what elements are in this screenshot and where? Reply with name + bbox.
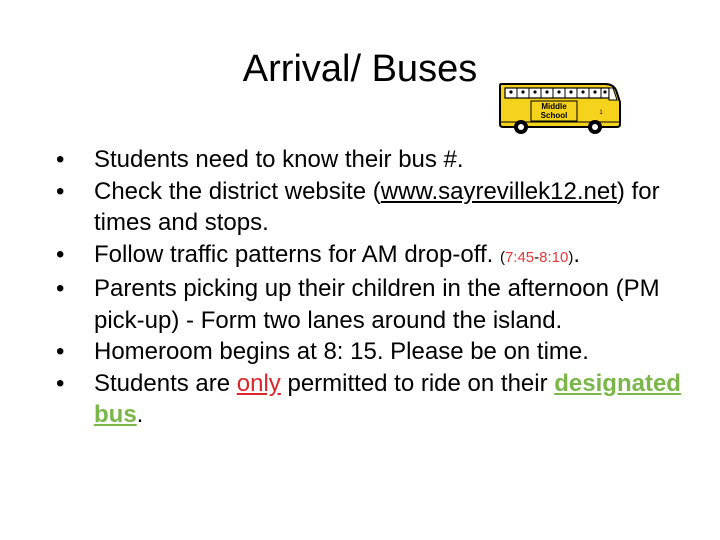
bullet-text: Students need to know their bus #.	[94, 146, 464, 173]
bullet-item-bus-number	[56, 144, 696, 176]
bullet-text-before: Follow traffic patterns for AM drop-off.	[94, 240, 500, 268]
bullet-marker: •	[56, 146, 65, 173]
emphasis-designated-bus: designated bus	[94, 369, 681, 428]
slide-title: Arrival/ Buses	[242, 48, 478, 90]
bullet-marker: •	[56, 177, 65, 205]
drop-off-end-time: 8:10	[539, 248, 569, 266]
bullet-period: .	[136, 401, 144, 428]
bullet-item-district-website	[56, 176, 696, 239]
time-paren-close: )	[568, 248, 574, 266]
time-paren-open: (	[499, 248, 505, 266]
bus-sign-line2: School	[540, 111, 568, 120]
bullet-marker: •	[56, 240, 65, 268]
bullet-text: Parents picking up their children in the afternoon (PM pick-up) - Form two lanes around the island.	[94, 275, 660, 334]
bullet-list	[56, 144, 696, 431]
bullet-marker: •	[56, 338, 65, 365]
bullet-item-pm-pickup	[56, 273, 696, 336]
bullet-item-traffic-patterns	[56, 239, 696, 274]
bullet-text-before: Students are	[94, 369, 237, 397]
time-dash: -	[534, 248, 540, 266]
school-bus-icon	[497, 80, 623, 136]
district-website-link[interactable]: www.sayrevillek12.net	[380, 177, 617, 205]
bus-sign-line1: Middle	[541, 102, 567, 111]
bullet-text-before: Check the district website (	[94, 177, 381, 205]
bullet-text-middle: permitted to ride on their	[280, 369, 555, 397]
bullet-period: .	[573, 240, 581, 268]
bullet-text-after: ) for times and stops.	[94, 177, 660, 236]
bus-number: 1	[599, 110, 603, 116]
drop-off-start-time: 7:45	[504, 248, 535, 266]
emphasis-only: only	[236, 369, 281, 397]
bullet-marker: •	[56, 369, 65, 397]
bullet-item-designated-bus	[56, 368, 696, 431]
bullet-marker: •	[56, 275, 65, 302]
bullet-text: Homeroom begins at 8: 15. Please be on time.	[94, 338, 589, 365]
bullet-item-homeroom	[56, 336, 696, 368]
